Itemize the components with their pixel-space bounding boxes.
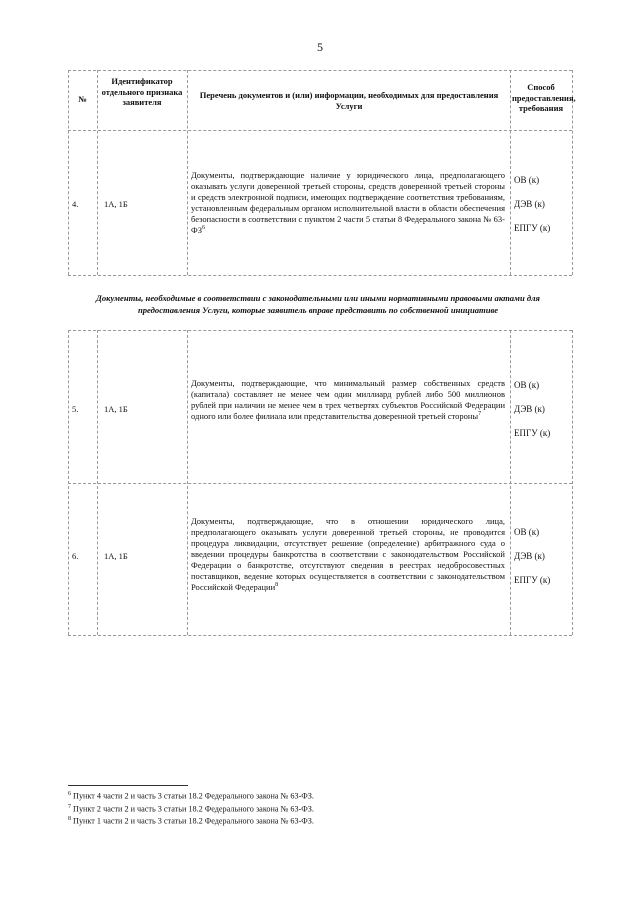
footnote-ref: 7: [478, 411, 482, 418]
footnote: [68, 803, 548, 816]
row-number: 4.: [72, 199, 79, 209]
footnote-ref: 6: [201, 225, 205, 232]
method-option: ДЭВ (к): [514, 551, 545, 561]
footnotes: [68, 790, 548, 828]
method-option: ОВ (к): [514, 527, 540, 537]
footnote: [68, 790, 548, 803]
header-identifier: Идентификатор отдельного признака заявителя: [101, 76, 183, 108]
page-number: 5: [317, 40, 323, 54]
method-option: ДЭВ (к): [514, 404, 545, 414]
footnote-text: Пункт 2 части 2 и часть 3 статьи 18.2 Федерального закона № 63-ФЗ.: [71, 804, 314, 814]
footnote-mark: 7: [68, 803, 71, 810]
method-option: ДЭВ (к): [514, 199, 545, 209]
footnote-separator: [68, 785, 188, 786]
method-option: ЕПГУ (к): [514, 428, 551, 438]
footnote-text: Пункт 1 части 2 и часть 3 статьи 18.2 Федерального закона № 63-ФЗ.: [71, 816, 314, 826]
row-description-text: Документы, подтверждающие, что в отношении юридического лица, предполагающего оказывать услуги доверенной третьей стороны, не проводится процедура ликвидации, отсутствует решение (определение) арбитражного суда о введении процедуры банкротства в соответствии с законодательством Российской Федерации о банкротстве, отсутствуют сведения в реестрах недобросовестных поставщиков, ведение которых осуществляется в соответствии с законодательством Российской Федерации: [191, 516, 505, 593]
row-number: 6.: [72, 551, 79, 561]
row-identifier: 1А, 1Б: [104, 404, 128, 414]
header-method: Способ предоставления, требования: [512, 82, 576, 114]
method-option: ОВ (к): [514, 175, 540, 185]
section-title: Документы, необходимые в соответствии с законодательными или иными нормативными правовыми актами для предоставления Услуги, которые заявитель вправе представить по собственной инициативе: [96, 293, 540, 316]
method-option: ЕПГУ (к): [514, 575, 551, 585]
footnote-text: Пункт 4 части 2 и часть 3 статьи 18.2 Федерального закона № 63-ФЗ.: [71, 791, 314, 801]
row-description: [191, 378, 505, 422]
footnote-mark: 8: [68, 816, 71, 823]
row-description: [191, 170, 505, 236]
method-option: ЕПГУ (к): [514, 223, 551, 233]
row-description: [191, 516, 505, 593]
row-identifier: 1А, 1Б: [104, 551, 128, 561]
footnote-mark: 6: [68, 791, 71, 797]
row-description-text: Документы, подтверждающие, что минимальный размер собственных средств (капитала) составляет не менее чем один миллиард рублей либо 500 миллионов рублей при наличии не менее чем в трех четвертях субъектов Российской Федерации одного или более филиала или представительства доверенной третьей стороны: [191, 378, 505, 422]
header-number: №: [78, 94, 87, 104]
header-documents: Перечень документов и (или) информации, необходимых для предоставления Услуги: [199, 90, 499, 111]
footnote: [68, 815, 548, 828]
row-number: 5.: [72, 404, 79, 414]
row-identifier: 1А, 1Б: [104, 199, 128, 209]
row-description-text: Документы, подтверждающие наличие у юридического лица, предполагающего оказывать услуги доверенной третьей стороны, средств доверенной третьей стороны и средств электронной подписи, имеющих подтверждение соответствия требованиям, установленным федеральным органом исполнительной власти в области обеспечения безопасности в соответствии с пунктом 2 части 5 статьи 8 Федерального закона № 63-ФЗ: [191, 170, 505, 236]
method-option: ОВ (к): [514, 380, 540, 390]
footnote-ref: 8: [275, 582, 279, 589]
